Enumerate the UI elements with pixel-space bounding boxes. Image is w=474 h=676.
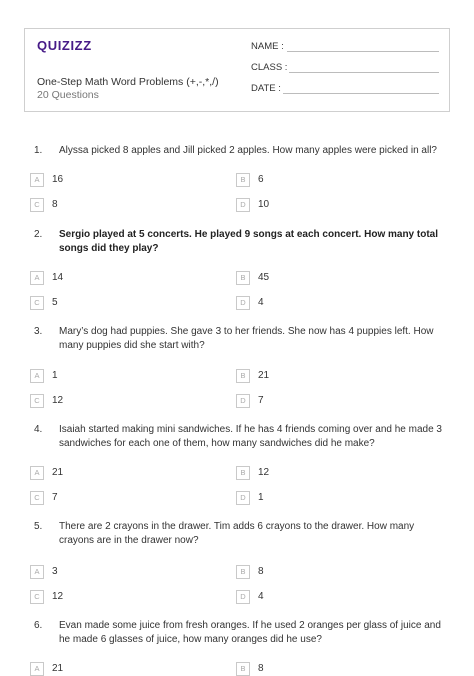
- question-count: 20 Questions: [37, 89, 99, 101]
- option-value: 8: [52, 199, 58, 210]
- option-letter-box: B: [236, 369, 250, 383]
- question-number: 5.: [34, 521, 43, 532]
- option-value: 5: [52, 297, 58, 308]
- option-value: 45: [258, 272, 270, 283]
- date-field[interactable]: [251, 83, 281, 94]
- option-letter-box: A: [30, 466, 44, 480]
- question-text: Isaiah started making mini sandwiches. If he has 4 friends coming over and he made 3 sandwiches for each one of them, how many sandwiches did he make?: [59, 424, 442, 449]
- option-letter-box: D: [236, 394, 250, 408]
- option-value: 14: [52, 272, 64, 283]
- option-value: 12: [52, 591, 64, 602]
- name-label: NAME :: [251, 41, 284, 52]
- option-letter-box: C: [30, 491, 44, 505]
- option-value: 7: [258, 395, 264, 406]
- option-letter-box: C: [30, 590, 44, 604]
- name-field[interactable]: [251, 41, 284, 52]
- class-field[interactable]: [251, 62, 287, 73]
- question-text: Evan made some juice from fresh oranges. If he used 2 oranges per glass of juice and he made 6 glasses of juice, how many oranges did he use?: [59, 620, 441, 645]
- option-value: 12: [258, 467, 270, 478]
- question-number: 2.: [34, 229, 43, 240]
- name-line: [287, 51, 439, 52]
- option-letter-box: D: [236, 296, 250, 310]
- option-letter-box: A: [30, 662, 44, 676]
- question-text: There are 2 crayons in the drawer. Tim adds 6 crayons to the drawer. How many crayons are in the drawer now?: [59, 521, 415, 546]
- option-value: 21: [258, 370, 270, 381]
- option-letter-box: B: [236, 173, 250, 187]
- option-letter-box: D: [236, 491, 250, 505]
- option-letter-box: D: [236, 590, 250, 604]
- option-value: 4: [258, 591, 264, 602]
- option-value: 8: [258, 663, 264, 674]
- option-value: 12: [52, 395, 64, 406]
- option-value: 7: [52, 492, 58, 503]
- option-value: 21: [52, 467, 64, 478]
- option-value: 6: [258, 174, 264, 185]
- question-number: 1.: [34, 145, 43, 156]
- worksheet-header: [24, 28, 450, 112]
- worksheet-title: One-Step Math Word Problems (+,-,*,/): [37, 76, 219, 88]
- question-number: 4.: [34, 424, 43, 435]
- option-value: 8: [258, 566, 264, 577]
- question-text: Mary’s dog had puppies. She gave 3 to her friends. She now has 4 puppies left. How many puppies did she start with?: [59, 326, 434, 351]
- option-letter-box: A: [30, 173, 44, 187]
- question-number: 3.: [34, 326, 43, 337]
- date-label: DATE :: [251, 83, 281, 94]
- option-value: 1: [52, 370, 58, 381]
- option-value: 3: [52, 566, 58, 577]
- option-letter-box: A: [30, 369, 44, 383]
- option-letter-box: B: [236, 662, 250, 676]
- option-letter-box: B: [236, 466, 250, 480]
- option-letter-box: C: [30, 296, 44, 310]
- date-line: [283, 93, 439, 94]
- question-number: 6.: [34, 620, 43, 631]
- question-text: Sergio played at 5 concerts. He played 9 songs at each concert. How many total songs did they play?: [59, 229, 439, 254]
- option-letter-box: D: [236, 198, 250, 212]
- option-value: 21: [52, 663, 64, 674]
- option-letter-box: C: [30, 394, 44, 408]
- option-letter-box: A: [30, 271, 44, 285]
- question-text: Alyssa picked 8 apples and Jill picked 2 apples. How many apples were picked in all?: [59, 145, 437, 156]
- class-label: CLASS :: [251, 62, 288, 73]
- class-line: [289, 72, 439, 73]
- option-letter-box: A: [30, 565, 44, 579]
- option-letter-box: C: [30, 198, 44, 212]
- option-value: 4: [258, 297, 264, 308]
- quizizz-logo: QUIZIZZ: [37, 38, 92, 53]
- option-value: 10: [258, 199, 270, 210]
- option-letter-box: B: [236, 565, 250, 579]
- option-value: 16: [52, 174, 64, 185]
- option-letter-box: B: [236, 271, 250, 285]
- option-value: 1: [258, 492, 264, 503]
